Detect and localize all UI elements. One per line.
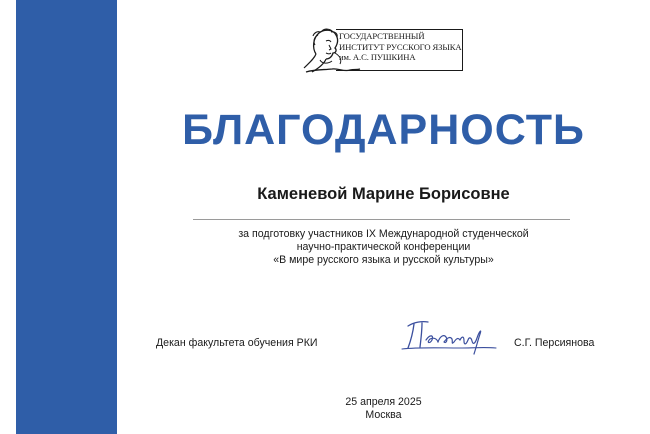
logo-text [339,31,461,63]
reason-line-3: «В мире русского языка и русской культуры» [273,254,494,266]
issue-city: Москва [365,409,402,421]
divider-line [193,219,570,220]
reason-line-2: научно-практической конференции [296,241,471,253]
side-color-band [16,0,117,434]
logo-text-line-2: ИНСТИТУТ РУССКОГО ЯЗЫКА [339,41,462,52]
logo-text-line-1: ГОСУДАРСТВЕННЫЙ [339,31,425,41]
reason-text [117,228,650,267]
logo-text-line-3: им. А.С. ПУШКИНА [339,52,416,63]
signatory-name: С.Г. Персиянова [514,337,595,349]
footer [117,396,650,422]
signatory-position: Декан факультета обучения РКИ [156,337,318,349]
issue-date: 25 апреля 2025 [345,396,422,408]
institute-logo [302,26,464,72]
reason-line-1: за подготовку участников IX Международной студенческой [238,228,529,240]
certificate-title: БЛАГОДАРНОСТЬ [182,106,585,154]
handwritten-signature [400,312,500,358]
recipient-name: Каменевой Марине Борисовне [257,185,510,203]
